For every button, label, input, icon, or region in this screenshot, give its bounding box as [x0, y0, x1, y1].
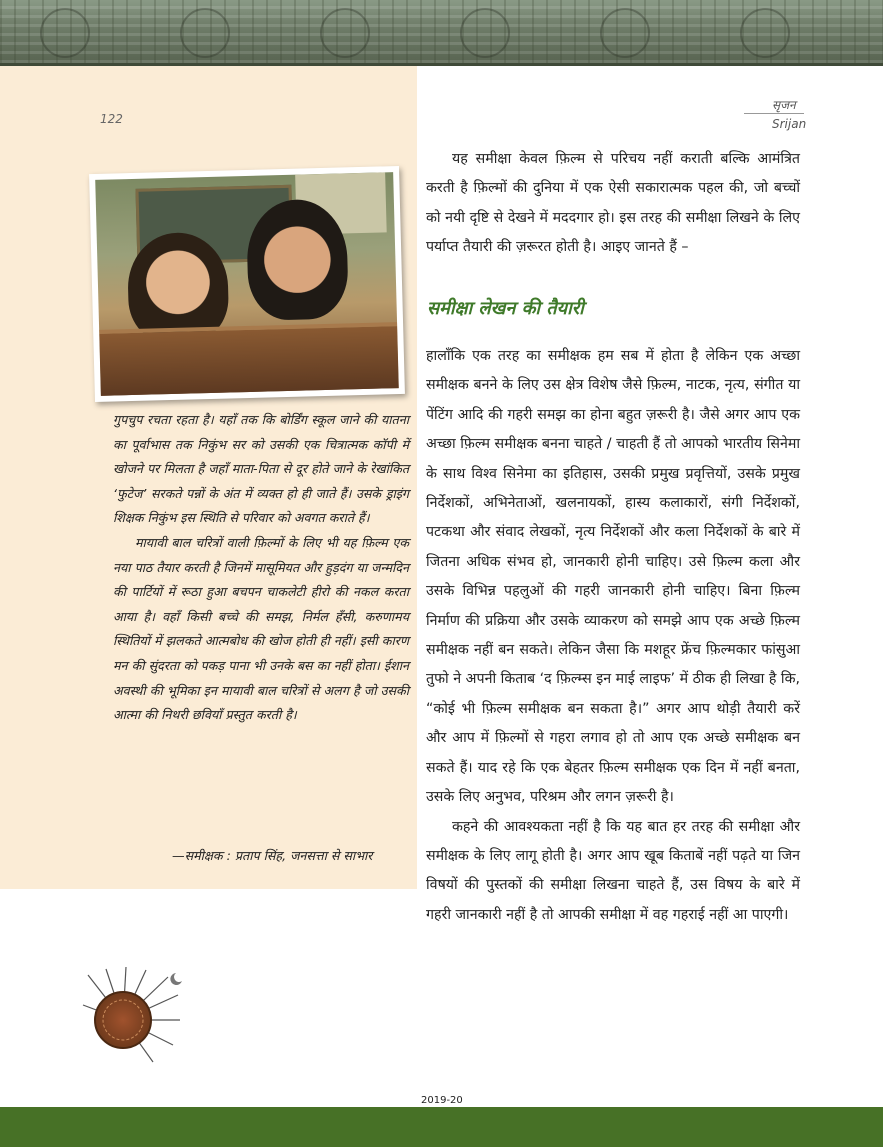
film-still-photo — [89, 166, 405, 402]
left-paragraph-1: गुपचुप रचता रहता है। यहाँ तक कि बोर्डिंग स्कूल जाने की यातना का पूर्वाभास तक निकुंभ सर को उसकी एक चित्रात्मक कॉपी में खोजने पर मिलता है जहाँ माता-पिता से दूर होते जाने के रेखांकित ‘फुटेज’ सरकते पन्नों के अंत में व्यक्त हो ही जाते हैं। उसके ड्राइंग शिक्षक निकुंभ इस स्थिति से परिवार को अवगत कराते हैं। — [113, 412, 409, 526]
banner-motif-icon — [180, 8, 230, 58]
left-paragraph-2: मायावी बाल चरित्रों वाली फ़िल्मों के लिए भी यह फ़िल्म एक नया पाठ तैयार करती है जिनमें मासूमियत और हुड़दंग या जन्मदिन की पार्टियों में रूठा हुआ बचपन चाकलेटी हीरो की नकल करता आया है। वहाँ किसी बच्चे की समझ, निर्मल हँसी, करुणामय स्थितियों में झलकते आत्मबोध की खोज होती ही नहीं। इसी कारण मन की सुंदरता को पकड़ पाना भी उनके बस का नहीं होता। ईशान अवस्थी की भूमिका इन मायावी बाल चरित्रों से अलग है जो उसकी आत्मा की निथरी छवियाँ प्रस्तुत करती है। — [113, 534, 409, 723]
footer-year: 2019-20 — [421, 1095, 463, 1106]
main-text — [426, 342, 800, 930]
banner-motif-icon — [600, 8, 650, 58]
banner-motif-icon — [40, 8, 90, 58]
header-rule — [744, 113, 804, 114]
running-header-hindi: सृजन — [772, 98, 796, 112]
decorative-banner — [0, 0, 883, 66]
banner-motif-icon — [320, 8, 370, 58]
sun-arrows-ornament-icon — [78, 965, 188, 1065]
page-number: 122 — [100, 112, 123, 126]
main-paragraph-2: कहने की आवश्यकता नहीं है कि यह बात हर तरह की समीक्षा और समीक्षक के लिए लागू होती है। अगर आप खूब किताबें नहीं पढ़ते या जिन विषयों की पुस्तकों की समीक्षा लिखना चाहते हैं, उस विषय के बारे में गहरी जानकारी नहीं है तो आपकी समीक्षा में वह गहराई नहीं आ पाएगी। — [426, 818, 800, 923]
section-heading: समीक्षा लेखन की तैयारी — [427, 298, 584, 319]
banner-motif-icon — [740, 8, 790, 58]
running-header-english: Srijan — [772, 117, 807, 131]
main-paragraph-1: हालाँकि एक तरह का समीक्षक हम सब में होता है लेकिन एक अच्छा समीक्षक बनने के लिए उस क्षेत्र विशेष जैसे फ़िल्म, नाटक, नृत्य, संगीत या पेंटिंग आदि की गहरी समझ का होना बहुत ज़रूरी है। जैसे अगर आप एक अच्छा फ़िल्म समीक्षक बनना चाहते / चाहती हैं तो आपको भारतीय सिनेमा के साथ विश्व सिनेमा का इतिहास, उसकी प्रमुख प्रवृत्तियों, उसके प्रमुख निर्देशकों, अभिनेताओं, खलनायकों, हास्य कलाकारों, संगी निर्देशकों, पटकथा और संवाद लेखकों, नृत्य निर्देशकों और कला निर्देशकों के बारे में जितना अधिक संभव हो, जानकारी होनी चाहिए। उसे फ़िल्म कला और उसके विभिन्न पहलुओं की गहरी जानकारी होनी चाहिए। बिना फ़िल्म निर्माण की प्रक्रिया और उसके व्याकरण को समझे आप एक अच्छे फ़िल्म समीक्षक नहीं बन सकते। लेकिन जैसा कि मशहूर फ्रेंच फ़िल्मकार फांसुआ तुफो ने अपनी किताब ‘द फ़िल्म्स इन माई लाइफ’ में ठीक ही लिखा है कि, “कोई भी फ़िल्म समीक्षक बन सकता है।” अगर आप थोड़ी तैयारी करें और आप में फ़िल्मों से गहरा लगाव हो तो आप एक अच्छे समीक्षक बन सकते हैं। याद रहे कि एक बेहतर फ़िल्म समीक्षक एक दिन में नहीं बनता, उसके लिए अनुभव, परिश्रम और लगन ज़रूरी है। — [426, 348, 800, 806]
desk — [99, 322, 399, 396]
left-column-text — [113, 408, 409, 728]
footer-bar — [0, 1107, 883, 1147]
intro-text: यह समीक्षा केवल फ़िल्म से परिचय नहीं कराती बल्कि आमंत्रित करती है फ़िल्मों की दुनिया में एक ऐसी सकारात्मक पहल की, जो बच्चों को नयी दृष्टि से देखने में मददगार हो। इस तरह की समीक्षा लिखने के लिए पर्याप्त तैयारी की ज़रूरत होती है। आइए जानते हैं – — [426, 151, 800, 256]
banner-motif-icon — [460, 8, 510, 58]
review-credit: —समीक्षक : प्रताप सिंह, जनसत्ता से साभार — [172, 848, 373, 863]
intro-paragraph — [426, 145, 800, 263]
